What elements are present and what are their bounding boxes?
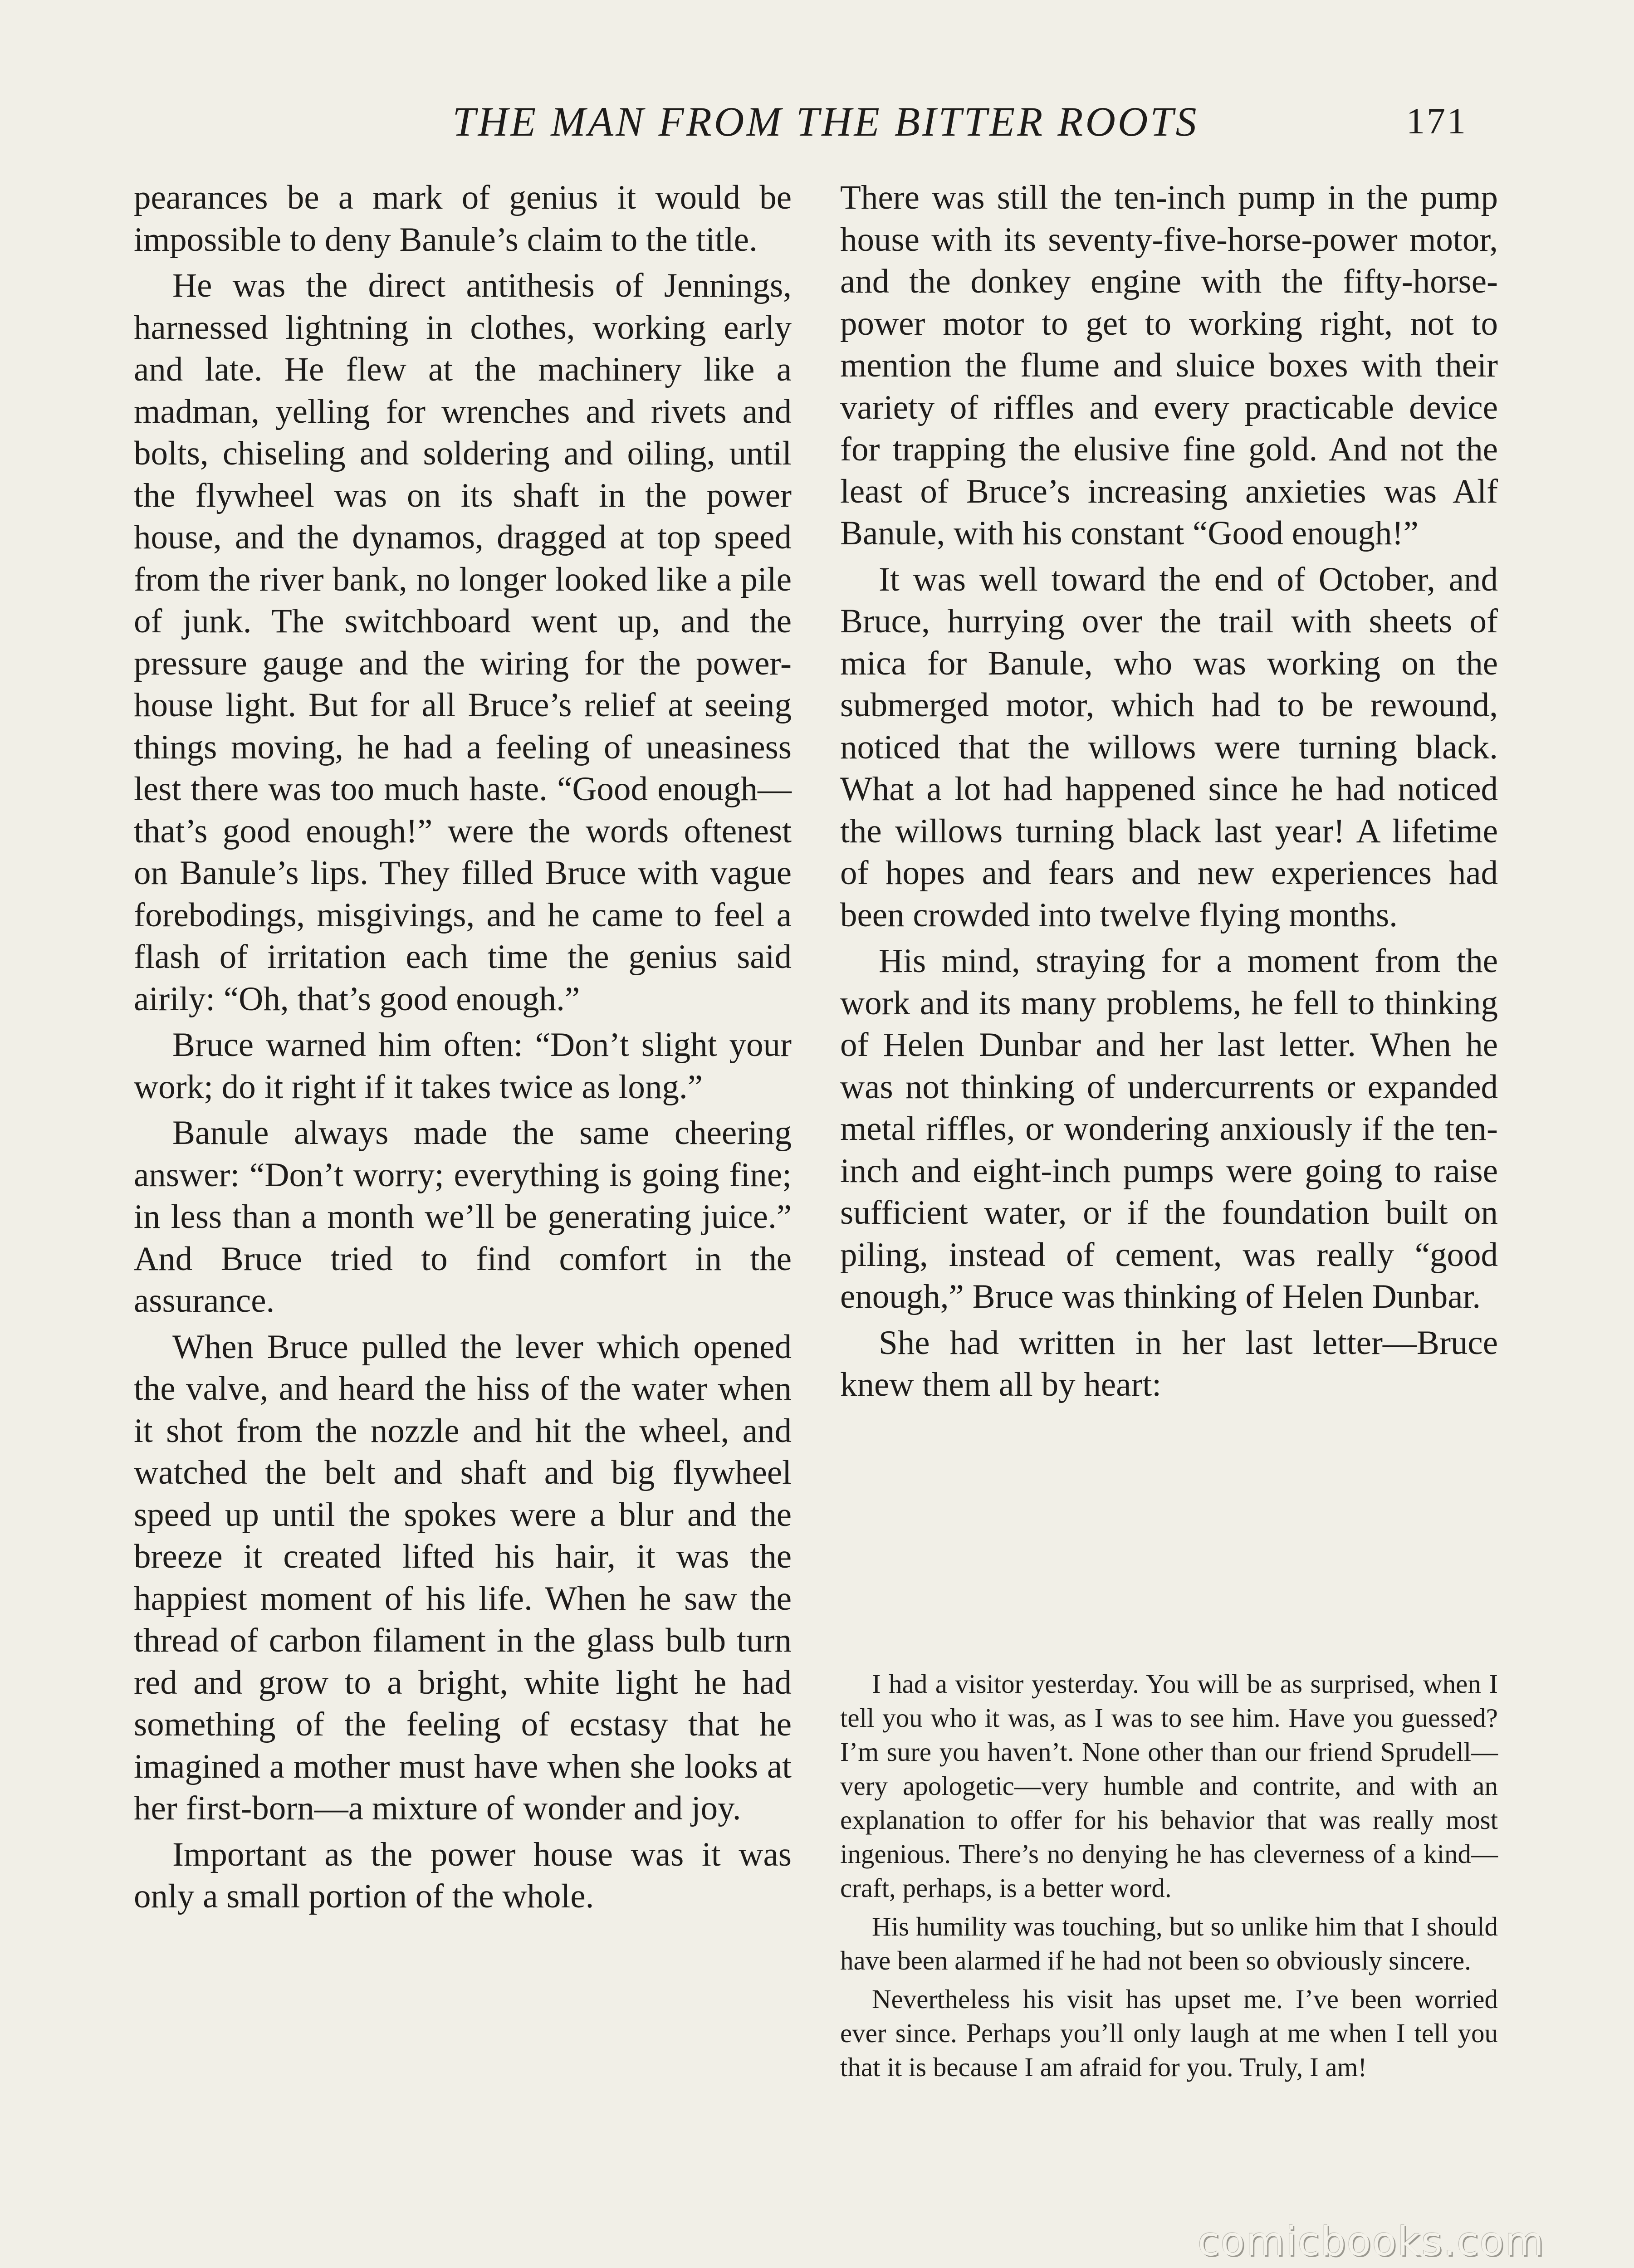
watermark: comicbooks.com: [1198, 2218, 1545, 2265]
body-paragraph: There was still the ten-inch pump in the pump house with its seventy-five-horse-power motor, and the donkey engine with the fifty-horse-power motor to get to working right, not to mention the flume and sluice boxes with their variety of riffles and every practicable device for trapping the elusive fine gold. And not the least of Bruce’s increasing anxieties was Alf Banule, with his constant “Good enough!”: [840, 179, 1498, 552]
body-paragraph: When Bruce pulled the lever which opened the valve, and heard the hiss of the water when it shot from the nozzle and hit the wheel, and watched the belt and shaft and big flywheel speed up until the spokes were a blur and the breeze it created lifted his hair, it was the happiest moment of his life. When he saw the thread of carbon filament in the glass bulb turn red and grow to a bright, white light he had something of the feeling of ecstasy that he imagined a mother must have when she looks at her first-born—a mixture of wonder and joy.: [134, 1328, 792, 1827]
letter-paragraph: Nevertheless his visit has upset me. I’ve been worried ever since. Perhaps you’ll only laugh at me when I tell you that it is because I am afraid for you. Truly, I am!: [840, 1984, 1498, 2082]
running-title: THE MAN FROM THE BITTER ROOTS: [452, 98, 1199, 145]
letter-paragraph: I had a visitor yesterday. You will be as surprised, when I tell you who it was, as I was to see him. Have you guessed? I’m sure you haven’t. None other than our friend Sprudell—very apologetic—very humble and contrite, and with an explanation to offer for his behavior that was really most ingenious. There’s no denying he has cleverness of a kind—craft, perhaps, is a better word.: [840, 1669, 1498, 1903]
body-paragraph: He was the direct antithesis of Jennings, harnessed lightning in clothes, working early and late. He flew at the machinery like a madman, yelling for wrenches and rivets and bolts, chiseling and soldering and oiling, until the flywheel was on its shaft in the power house, and the dynamos, dragged at top speed from the river bank, no longer looked like a pile of junk. The switchboard went up, and the pressure gauge and the wiring for the power-house light. But for all Bruce’s relief at seeing things moving, he had a feeling of uneasiness lest there was too much haste. “Good enough—that’s good enough!” were the words oftenest on Banule’s lips. They filled Bruce with vague forebodings, misgivings, and he came to feel a flash of irritation each time the genius said airily: “Oh, that’s good enough.”: [134, 267, 792, 1018]
page-number: 171: [1406, 100, 1468, 142]
body-paragraph: Banule always made the same cheering answer: “Don’t worry; everything is going fine; in less than a month we’ll be generating juice.” And Bruce tried to find comfort in the assurance.: [134, 1114, 792, 1320]
right-column: [840, 177, 1498, 1406]
body-paragraph: pearances be a mark of genius it would be impossible to deny Banule’s claim to the title.: [134, 179, 792, 259]
body-paragraph: Important as the power house was it was only a small portion of the whole.: [134, 1835, 792, 1915]
letter-paragraph: His humility was touching, but so unlike him that I should have been alarmed if he had not been so obviously sincere.: [840, 1911, 1498, 1975]
body-paragraph: Bruce warned him often: “Don’t slight your work; do it right if it takes twice as long.”: [134, 1026, 792, 1106]
quoted-letter: [840, 1667, 1498, 2084]
body-paragraph: It was well toward the end of October, and Bruce, hurrying over the trail with sheets of mica for Banule, who was working on the submerged motor, which had to be rewound, noticed that the willows were turning black. What a lot had happened since he had noticed the willows turning black last year! A lifetime of hopes and fears and new experiences had been crowded into twelve flying months.: [840, 560, 1498, 934]
body-paragraph: His mind, straying for a moment from the work and its many problems, he fell to thinking of Helen Dunbar and her last letter. When he was not thinking of undercurrents or expanded metal riffles, or wondering anxiously if the ten-inch and eight-inch pumps were going to raise sufficient water, or if the foundation built on piling, instead of cement, was really “good enough,” Bruce was thinking of Helen Dunbar.: [840, 942, 1498, 1315]
left-column: [134, 177, 792, 1918]
body-paragraph: She had written in her last letter—Bruce knew them all by heart:: [840, 1324, 1498, 1403]
